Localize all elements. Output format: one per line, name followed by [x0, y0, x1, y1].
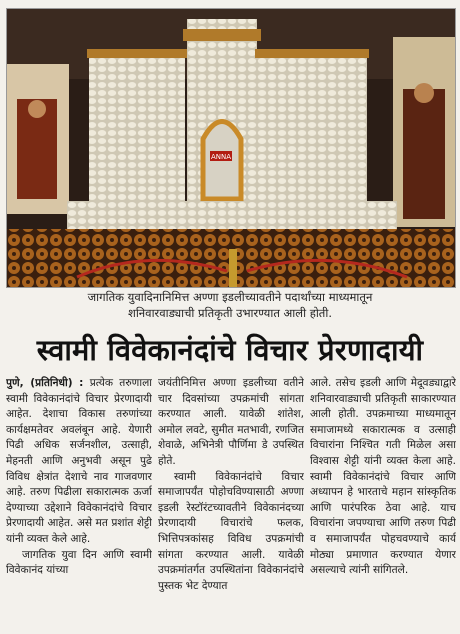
- paragraph: जागतिक युवा दिन आणि स्वामी विवेकानंद यांच्या: [6, 548, 152, 577]
- paragraph: आले. तसेच इडली आणि मेदूवड्याद्वारे शनिवारवाड्याची प्रतिकृती साकारण्यात आली होती. उपक्रमाच्या माध्यमातून समाजामध्ये सकारात्मक व उत्साही विचारांना निश्चित गती मिळेल असा विश्वास शेट्टी यांनी व्यक्त केला आहे. स्वामी विवेकानंदांचे विचार आणि अध्यापन हे भारताचे महान सांस्कृतिक आणि पारंपरिक ठेवा आहे. याच विचारांना जपण्याचा आणि तरुण पिढी व समाजापर्यंत पोहचवण्याचे कार्य मोठ्या प्रमाणात करण्यात येणार असल्याचे त्यांनी सांगितले.: [310, 377, 456, 577]
- article-headline: स्वामी विवेकानंदांचे विचार प्रेरणादायी: [36, 333, 424, 367]
- paragraph: स्वामी विवेकानंदांचे विचार समाजापर्यंत पोहोचविण्यासाठी अण्णा इडली रेस्टॉरंटच्यावतीने विवेकानंदच्या प्रेरणादायी विचारांचे फलक, भित्तिपत्रकांसह विविध उपक्रमांची सांगता करण्यात आली. यावेळी उपक्रमांतर्गत उपस्थितांना विवेकानंदांचे पुस्तक भेट देण्यात: [158, 470, 304, 592]
- gate-badge-text: ANNA: [210, 153, 232, 161]
- article-column-2: [158, 376, 304, 628]
- article-column-1: [6, 376, 152, 628]
- paragraph-text: प्रत्येक तरुणाला स्वामी विवेकानंदांचे विचार प्रेरणादायी आहेत. देशाचा विकास तरुणांच्या कार्यक्षमतेवर अवलंबून आहे. येणारी पिढी अधिक सर्जनशील, उत्साही, मेहनती आणि अनुभवी असून पुढे विविध क्षेत्रांत देशाचे नाव गाजवणार आहे. तरुण पिढीला सकारात्मक ऊर्जा देण्याच्या उद्देशाने विवेकानंदांचे विचार प्रेरणादायी आहेत. असे मत प्रशांत शेट्टी यांनी व्यक्त केले आहे.: [6, 377, 152, 545]
- caption-line-1: जागतिक युवादिनानिमित्त अण्णा इडलीच्यावतीने पदार्थांच्या माध्यमातून: [87, 290, 373, 304]
- article-column-3: [310, 376, 456, 628]
- event-photo: [6, 8, 456, 288]
- article-body: [6, 376, 456, 628]
- photo-caption: [6, 289, 454, 325]
- paragraph: जयंतीनिमित्त अण्णा इडलीच्या वतीने चार दिवसांच्या उपक्रमांची सांगता करण्यात आली. यावेळी शांतेश, अमोल लवटे, सुमीत मतभावी, रणजित शेवाळे, अभिनेत्री पौर्णिमा डे उपस्थित होते.: [158, 377, 304, 467]
- byline: पुणे, (प्रतिनिधी) :: [6, 377, 84, 389]
- shaniwarwada-replica-image: [7, 9, 455, 287]
- caption-line-2: शनिवारवाड्याची प्रतिकृती उभारण्यात आली होती.: [128, 306, 332, 320]
- paragraph: [6, 376, 152, 548]
